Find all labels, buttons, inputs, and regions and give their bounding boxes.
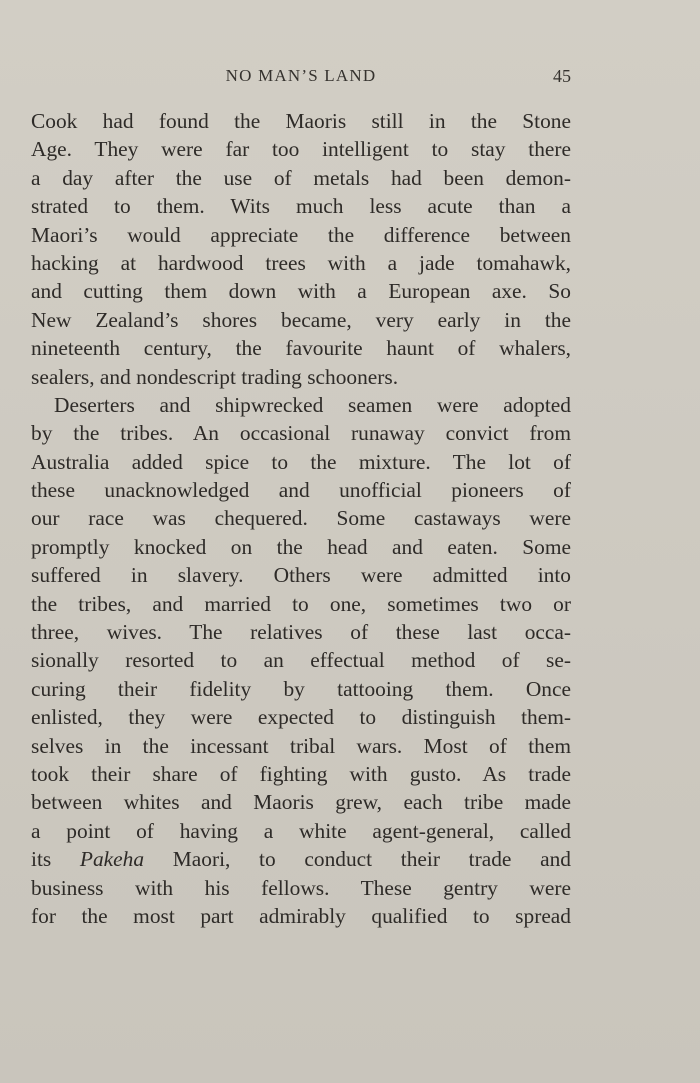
page-number: 45 [553, 66, 571, 86]
text-fragment: its [31, 847, 80, 872]
text-line: promptly knocked on the head and eaten. Some [31, 534, 571, 559]
text-line: a day after the use of metals had been demon- [31, 165, 571, 190]
text-line: curing their fidelity by tattooing them. Once [31, 676, 571, 701]
text-line: Age. They were far too intelligent to stay there [31, 137, 571, 162]
text-line: and cutting them down with a European axe. So [31, 279, 571, 304]
text-line: selves in the incessant tribal wars. Most of them [31, 733, 571, 758]
text-line: strated to them. Wits much less acute than a [31, 194, 571, 219]
text-line: hacking at hardwood trees with a jade tomahawk, [31, 250, 571, 275]
text-line: for the most part admirably qualified to spread [31, 903, 571, 928]
text-line: New Zealand’s shores became, very early in the [31, 307, 571, 332]
text-line: our race was chequered. Some castaways were [31, 506, 571, 531]
running-title: NO MAN’S LAND [225, 66, 377, 85]
running-head [31, 64, 571, 88]
body-text [31, 107, 571, 930]
text-line: by the tribes. An occasional runaway convict from [31, 421, 571, 446]
text-line: enlisted, they were expected to distinguish them- [31, 705, 571, 730]
text-line: sealers, and nondescript trading schooners. [31, 364, 399, 389]
text-line: took their share of fighting with gusto. As trade [31, 761, 571, 786]
text-line: between whites and Maoris grew, each tribe made [31, 790, 571, 815]
italic-term: Pakeha [79, 847, 145, 872]
text-line: these unacknowledged and unofficial pioneers of [31, 478, 571, 503]
text-line: nineteenth century, the favourite haunt of whalers, [31, 336, 571, 361]
text-fragment: Maori, to conduct their trade and [144, 847, 571, 872]
text-line: a point of having a white agent-general, called [31, 818, 571, 843]
text-line: Maori’s would appreciate the difference between [31, 222, 571, 247]
text-line [31, 845, 571, 873]
text-line: sionally resorted to an effectual method of se- [31, 648, 571, 673]
text-line: Cook had found the Maoris still in the Stone [31, 109, 571, 133]
text-line: business with his fellows. These gentry were [31, 875, 571, 900]
text-line: Deserters and shipwrecked seamen were adopted [54, 392, 571, 417]
text-line: Australia added spice to the mixture. The lot of [31, 449, 571, 474]
text-line: the tribes, and married to one, sometimes two or [31, 591, 571, 616]
text-line: suffered in slavery. Others were admitted into [31, 563, 571, 588]
text-line: three, wives. The relatives of these last occa- [31, 620, 571, 645]
